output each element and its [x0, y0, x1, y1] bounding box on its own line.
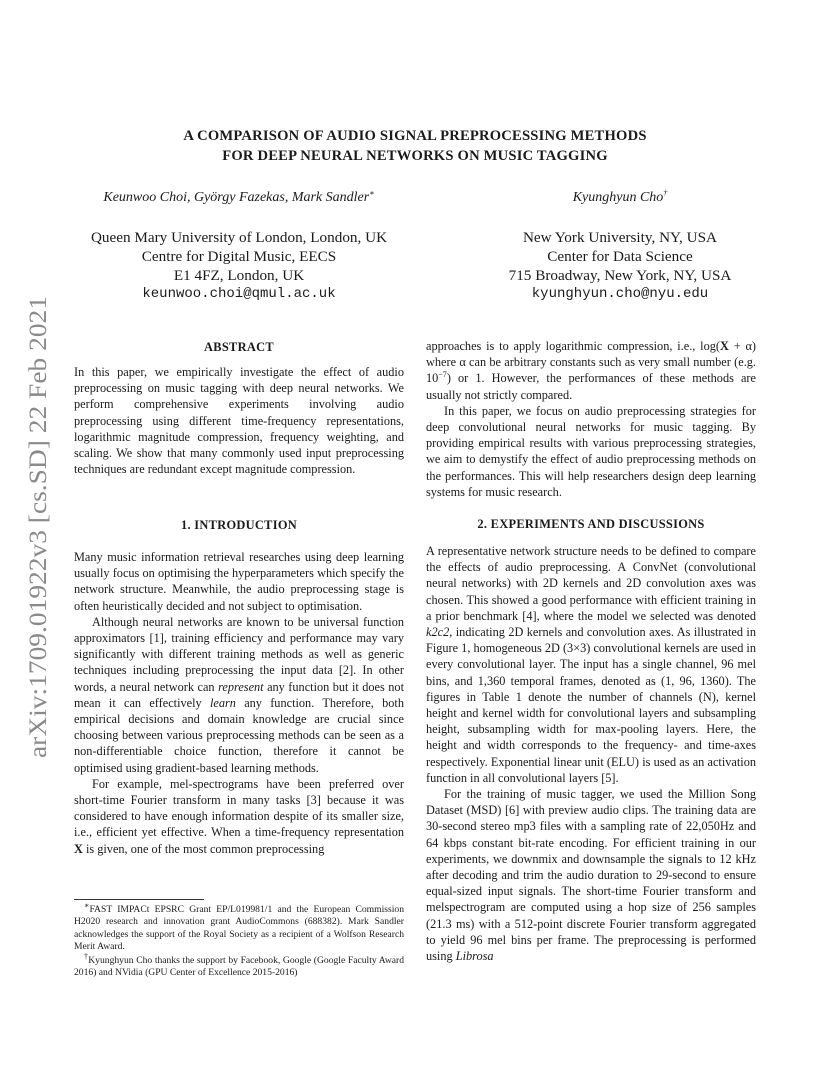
footnote-1-mark: ∗ [84, 900, 90, 910]
exp-p2-text-a: For the training of music tagger, we used the Million Song Dataset (MSD) [6] with preview audio clips. The training data are 30-second stereo mp3 files with a sampling rate of 22,050Hz and 64 kbps constant bit-rate encoding. For efficient training in our experiments, we downmix and downsample the signals to 12 kHz after decoding and trim the audio duration to 29-second to ensure equal-sized input signals. The short-time Fourier transform and melspectrogram are computed using a hop size of 256 samples (21.3 ms) with a 512-point discrete Fourier transform aggregated to yield 96 mel bins per frame. The preprocessing is performed using [426, 787, 756, 964]
footnote-2-mark: † [84, 952, 89, 961]
intro-body [74, 549, 404, 857]
affiliation-left-line2: Centre for Digital Music, EECS [141, 248, 337, 265]
right-paragraph-1 [426, 338, 756, 403]
affiliation-right-line2: Center for Data Science [547, 248, 693, 265]
intro-paragraph-2 [74, 614, 404, 776]
exp-p1-text-a: A representative network structure needs to be defined to compare the effects of audio preprocessing. A ConvNet (convolutional neural networks) with 2D kernels and 2D convolution axes was chosen. This showed a good performance with efficient training in a prior benchmark [4], where the model we selected was denoted [426, 544, 756, 623]
affiliation-right-line1: New York University, NY, USA [522, 229, 718, 246]
footnotes [74, 900, 404, 982]
footnote-1-text: FAST IMPACt EPSRC Grant EP/L019981/1 and the European Commission H2020 research and innovation grant AudioCommons (688382). Mark Sandler acknowledges the support of the Royal Society as a recipient of a Wolfson Research Merit Award. [74, 904, 404, 952]
intro-paragraph-3 [74, 776, 404, 857]
affiliation-left-line1: Queen Mary University of London, London, UK [90, 229, 388, 246]
intro-paragraph-1: Many music information retrieval researches using deep learning usually focus on optimising the hyperparameters which specify the network structure. Meanwhile, the audio preprocessing stage is often heuristically decided and not subject to optimisation. [74, 550, 404, 613]
footnote-2 [74, 952, 404, 980]
authors-left [74, 190, 404, 206]
right-p1-text-b: + α) where α can be arbitrary constants such as very small number (e.g. 10 [426, 339, 756, 386]
paper-title-line2: FOR DEEP NEURAL NETWORKS ON MUSIC TAGGING [222, 148, 608, 164]
experiments-paragraph-2 [426, 786, 756, 964]
authors-left-names: Keunwoo Choi, György Fazekas, Mark Sandler [103, 190, 370, 205]
right-p1-text-a: approaches is to apply logarithmic compression, i.e., log( [426, 339, 720, 353]
abstract-heading: ABSTRACT [204, 340, 274, 354]
footnote-rule [74, 899, 204, 900]
intro-p3-bold-x: X [74, 841, 83, 856]
intro-p2-em-learn: learn [209, 695, 236, 710]
right-paragraph-2: In this paper, we focus on audio preprocessing strategies for deep convolutional neural networks for music tagging. By providing empirical results with various preprocessing strategies, we aim to demystify the effect of audio preprocessing methods on the performances. This will help researchers design deep learning systems for music research. [426, 403, 756, 499]
arxiv-stamp [16, 292, 56, 762]
footnote-2-text: Kyunghyun Cho thanks the support by Facebook, Google (Google Faculty Award 2016) and NVidia (GPU Center of Excellence 2015-2016) [74, 955, 404, 979]
affiliation-right [455, 228, 785, 304]
right-column-top [426, 338, 756, 500]
authors-right-names: Kyunghyun Cho [572, 190, 664, 205]
arxiv-stamp-text: arXiv:1709.01922v3 [cs.SD] 22 Feb 2021 [25, 337, 52, 758]
right-p1-superscript: −7 [438, 370, 447, 380]
affiliation-left [74, 228, 404, 304]
exp-p1-text-b: , indicating 2D kernels and convolution axes. As illustrated in Figure 1, homogeneous 2D (3×3) convolutional kernels are used in every convolutional layer. The input has a single channel, 96 mel bins, and 1,360 temporal frames, denoted as (1, 96, 1360). The figures in Table 1 denote the number of channels (N), kernel height and kernel width for convolutional layers and subsampling height, subsampling width for max-pooling layers. Here, the height and width corresponds to the frequency- and time-axes respectively. Exponential linear unit (ELU) is used as an activation function in all convolutional layers [5]. [426, 625, 756, 785]
right-p1-text-c: ) or 1. However, the performances of these methods are usually not strictly compared. [426, 371, 756, 402]
intro-p3-text-b: is given, one of the most common preprocessing [82, 841, 325, 856]
abstract-text: In this paper, we empirically investigate the effect of audio preprocessing on music tagging with deep neural networks. We perform comprehensive experiments involving audio preprocessing using different time-frequency representations, logarithmic magnitude compression, frequency weighting, and scaling. We show that many commonly used input preprocessing techniques are redundant except magnitude compression. [74, 365, 404, 477]
authors-right-mark: † [663, 188, 668, 198]
authors-right [455, 190, 785, 206]
experiments-body [426, 543, 756, 964]
intro-p2-text-a: Although neural networks are known to be universal function approximators [1], training efficiency and performance may vary significantly with different training methods as well as generic techniques including preprocessing the input data [2]. In other words, a neural network can [74, 614, 404, 694]
email-left: keunwoo.choi@qmul.ac.uk [142, 286, 336, 302]
right-p1-bold-x: X [719, 339, 729, 353]
affiliation-left-line3: E1 4FZ, London, UK [173, 267, 305, 284]
affiliation-right-line3: 715 Broadway, New York, NY, USA [508, 267, 732, 284]
footnote-1 [74, 900, 404, 953]
email-right: kyunghyun.cho@nyu.edu [531, 286, 709, 302]
intro-p3-text-a: For example, mel-spectrograms have been preferred over short-time Fourier transform in many tasks [3] because it was considered to have enough information despite of its smaller size, i.e., efficient yet effective. When a time-frequency representation [74, 776, 404, 840]
intro-p2-text-c: any function. Therefore, both empirical decisions and domain knowledge are crucial since choosing between various preprocessing methods can be seen as a non-differentiable choice function, therefore it cannot be optimised using gradient-based learning methods. [74, 695, 404, 775]
exp-p2-em-librosa: Librosa [455, 949, 494, 964]
exp-p1-em-k2c2: k2c2 [426, 625, 450, 640]
experiments-heading: 2. EXPERIMENTS AND DISCUSSIONS [477, 517, 705, 531]
intro-heading: 1. INTRODUCTION [180, 518, 298, 532]
paper-title-line1: A COMPARISON OF AUDIO SIGNAL PREPROCESSING METHODS [183, 128, 647, 144]
intro-p2-text-b: any function but it does not mean it can effectively [74, 679, 404, 710]
abstract-body [74, 364, 404, 477]
intro-p2-em-represent: represent [218, 679, 264, 694]
experiments-paragraph-1 [426, 543, 756, 786]
authors-left-mark: ∗ [369, 188, 375, 198]
